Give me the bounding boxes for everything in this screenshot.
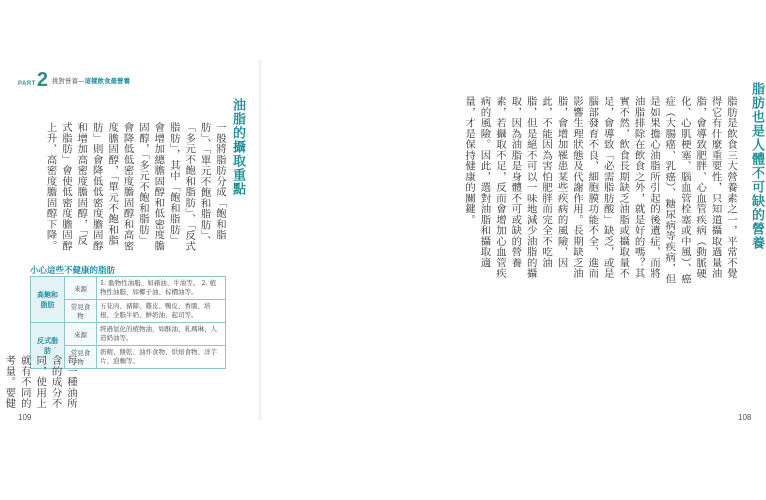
table-value-cell: 奶精、餅乾、油炸食物、烘焙食物、洋芋片、泡麵等。: [97, 346, 226, 369]
table-value-cell: 1. 動物性油脂，如豬油、牛油等。 2. 植物性油脂，如椰子油、棕櫚油等。: [97, 277, 226, 300]
table-subtype-cell: 來源: [65, 323, 97, 346]
chapter-highlight: 這樣飲食最營養: [84, 76, 131, 85]
section-title-left: 油脂的攝取重點: [230, 98, 245, 196]
table-category-cell: 高飽和脂肪: [31, 277, 65, 323]
table-subtype-cell: 常見食物: [65, 346, 97, 369]
table-subtype-cell: 常見食物: [65, 300, 97, 323]
table-value-cell: 五花肉、豬蹄、雞皮、鴨皮、香腸、培根、全脂牛奶、鮮奶油、起司等。: [97, 300, 226, 323]
table-title: 小心這些不健康的脂肪: [30, 266, 116, 276]
table-subtype-cell: 來源: [65, 277, 97, 300]
table-row: [31, 323, 226, 346]
body-text-left-tail: 每一種油所含的成分不同，使用上就有不同的考量。要健: [3, 355, 77, 409]
table-row: [31, 277, 226, 300]
section-title-right: 脂肪也是人體不可缺的營養: [749, 82, 764, 250]
table-value-cell: 經過氫化的植物油，如酥油、乳瑪琳、人造奶油等。: [97, 323, 226, 346]
page-number-left: 109: [18, 413, 32, 422]
body-text-right: 脂肪是飲食三大營養素之一，平常不覺得它有什麼重要性，只知道攝取過量油脂，會導致肥胖、心血管疾病（動脈硬化、心肌梗塞、腦血管栓塞或中風）、癌症（大腸癌、乳癌）、糖尿病等疾病，但是如果擔心油脂所引起的後遺症，而將油脂排除在飲食之外，就是好的嗎？其實不然，飲食長期缺乏油脂或攝取量不足，會導致「必需脂肪酸」缺乏，或是腦部發育不良、細胞膜功能不全、進而影響生理狀態及代謝作用。長期缺乏油脂，會增加罹患某些疾病的風險，因此，不能因為害怕肥胖而完全不吃油脂，但是絕不可以一味地減少油脂的攝取，因為油脂是身體不可或缺的營養素，若攝取不足，反而會增加心血管疾病的風險。因此，選對油脂和攝取適量，才是保持健康的關鍵。: [463, 96, 737, 285]
chapter-prefix: 挑對營養: [52, 76, 79, 85]
table-category-cell: 反式脂肪: [31, 323, 65, 369]
part-label: PART: [18, 81, 36, 87]
chapter-dash: —: [78, 76, 85, 85]
right-page: [260, 0, 764, 500]
page-number-right: 108: [738, 413, 752, 422]
chapter-title: [52, 76, 130, 85]
left-page: [0, 0, 260, 500]
running-header: [18, 70, 130, 90]
part-number: 2: [36, 69, 49, 91]
body-text-left: 一般將脂肪分成「飽和脂肪」、「單元不飽和脂肪」、「多元不飽和脂肪」、「反式脂肪」，其中「飽和脂肪」會增加總膽固醇和低密度膽固醇，「多元不飽和脂肪」會降低低密度膽固醇和高密度膽固醇，「單元不飽和脂肪」則會降低低密度膽固醇和增加高密度膽固醇，「反式脂肪」會使低密度膽固醇上升、高密度膽固醇下降。: [44, 122, 226, 252]
